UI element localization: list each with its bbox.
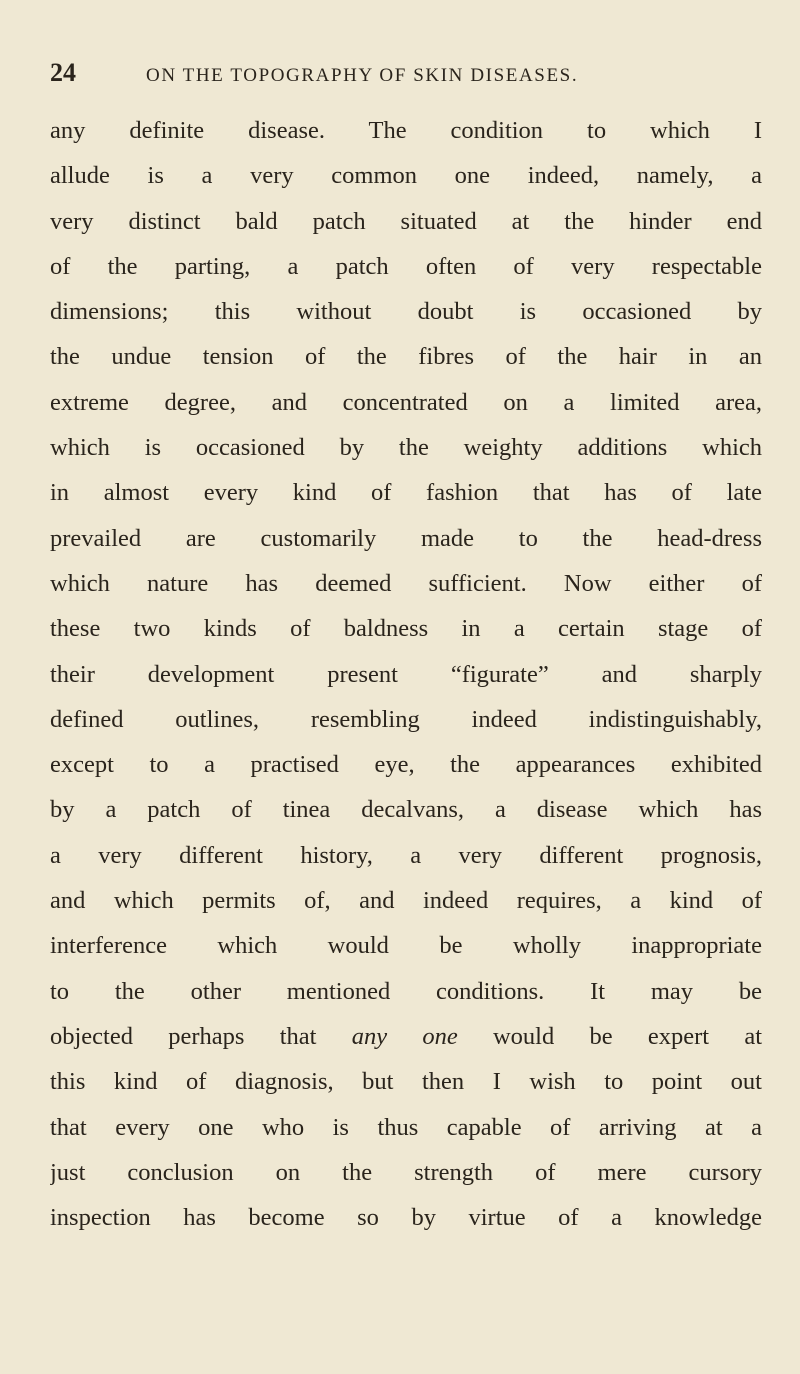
text-line: prevailed are customarily made to the head-dress [50, 524, 762, 552]
text-line: a very different history, a very different prognosis, [50, 841, 762, 869]
text-line: dimensions; this without doubt is occasioned by [50, 298, 762, 326]
text-line: inspection has become so by virtue of a knowledge [50, 1204, 762, 1232]
text-line: which nature has deemed sufficient. Now either of [50, 569, 762, 597]
text-segment: would be expert at [457, 1022, 762, 1050]
text-line: extreme degree, and concentrated on a limited area, [50, 388, 762, 416]
text-line: these two kinds of baldness in a certain stage of [50, 615, 762, 643]
page-number: 24 [50, 58, 76, 87]
text-line: interference which would be wholly inappropriate [50, 932, 762, 960]
text-line: just conclusion on the strength of mere cursory [50, 1158, 762, 1186]
body-text [50, 108, 762, 1240]
text-line: which is occasioned by the weighty additions which [50, 434, 762, 462]
text-line: defined outlines, resembling indeed indistinguishably, [50, 705, 762, 733]
running-head [50, 58, 750, 88]
text-line: any definite disease. The condition to which I [50, 117, 762, 144]
text-line: in almost every kind of fashion that has of late [50, 479, 762, 507]
text-line: allude is a very common one indeed, namely, a [50, 162, 762, 190]
text-line: that every one who is thus capable of arriving at a [50, 1113, 762, 1141]
text-segment: objected perhaps that [50, 1022, 352, 1050]
text-line: their development present “figurate” and sharply [50, 660, 762, 688]
text-line-with-emphasis [50, 1014, 762, 1059]
text-line: except to a practised eye, the appearances exhibited [50, 751, 762, 779]
text-line: very distinct bald patch situated at the hinder end [50, 207, 762, 235]
text-line: this kind of diagnosis, but then I wish to point out [50, 1068, 762, 1096]
running-title: ON THE TOPOGRAPHY OF SKIN DISEASES. [146, 65, 579, 86]
text-line: and which permits of, and indeed requires, a kind of [50, 887, 762, 915]
text-line: of the parting, a patch often of very respectable [50, 252, 762, 280]
text-line: to the other mentioned conditions. It may be [50, 977, 762, 1005]
text-line: by a patch of tinea decalvans, a disease which has [50, 796, 762, 824]
text-line: the undue tension of the fibres of the hair in an [50, 343, 762, 371]
emphasized-text: any one [351, 1022, 458, 1050]
